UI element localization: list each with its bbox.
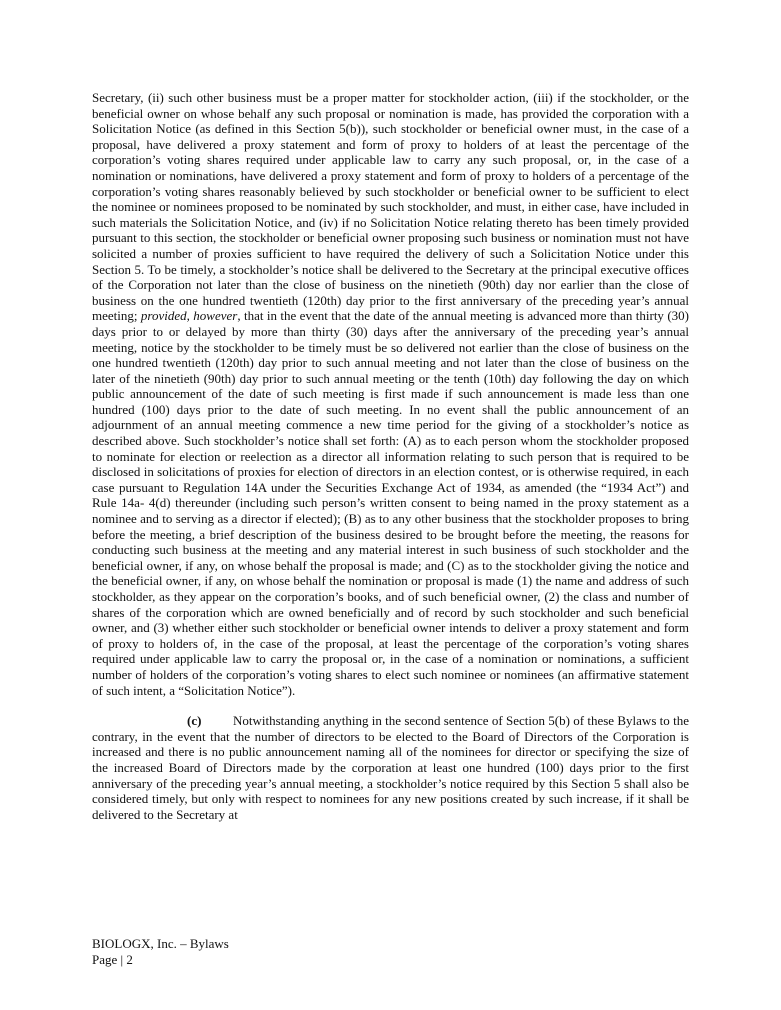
paragraph-section-c — [92, 713, 689, 822]
paragraph-text: Notwithstanding anything in the second sentence of Section 5(b) of these Bylaws to the contrary, in the event that the number of directors to be elected to the Board of Directors of the Corporation is increased and there is no public announcement naming all of the nominees for director or specifying the size of the increased Board of Directors made by the corporation at least one hundred (100) days prior to the first anniversary of the preceding year’s annual meeting, a stockholder’s notice required by this Section 5 shall also be considered timely, but only with respect to nominees for any new positions created by such increase, if it shall be delivered to the Secretary at — [92, 713, 689, 822]
paragraph-stockholder-notice — [92, 90, 689, 698]
page-footer — [92, 936, 229, 967]
footer-document-title: BIOLOGX, Inc. – Bylaws — [92, 936, 229, 951]
paragraph-text-part1: Secretary, (ii) such other business must be a proper matter for stockholder action, (iii) if the stockholder, or the beneficial owner on whose behalf any such proposal or nomination is made, has provided the corporation with a Solicitation Notice (as defined in this Section 5(b)), such stockholder or beneficial owner must, in the case of a proposal, have delivered a proxy statement and form of proxy to holders of at least the percentage of the corporation’s voting shares required under applicable law to carry any such proposal, or, in the case of a nomination or nominations, have delivered a proxy statement and form of proxy to holders of a percentage of the corporation’s voting shares reasonably believed by such stockholder or beneficial owner to be sufficient to elect the nominee or nominees proposed to be nominated by such stockholder, and must, in either case, have included in such materials the Solicitation Notice, and (iv) if no Solicitation Notice relating thereto has been timely provided pursuant to this section, the stockholder or beneficial owner proposing such business or nomination must not have solicited a number of proxies sufficient to have required the delivery of such a Solicitation Notice under this Section 5. To be timely, a stockholder’s notice shall be delivered to the Secretary at the principal executive offices of the Corporation not later than the close of business on the ninetieth (90th) day nor earlier than the close of business on the one hundred twentieth (120th) day prior to the first anniversary of the preceding year’s annual meeting; — [92, 90, 689, 324]
footer-page-number: Page | 2 — [92, 951, 133, 967]
paragraph-text-part2: , that in the event that the date of the annual meeting is advanced more than thirty (30) days prior to or delayed by more than thirty (30) days after the anniversary of the preceding year’s annual meeting, notice by the stockholder to be timely must be so delivered not earlier than the close of business on the one hundred twentieth (120th) day prior to such annual meeting and not later than the close of business on the later of the ninetieth (90th) day prior to such annual meeting or the tenth (10th) day following the day on which public announcement of the date of such meeting is first made if such announcement is made less than one hundred (100) days prior to the date of such meeting. In no event shall the public announcement of an adjournment of an annual meeting commence a new time period for the giving of a stockholder’s notice as described above. Such stockholder’s notice shall set forth: (A) as to each person whom the stockholder proposed to nominate for election or reelection as a director all information relating to such person that is required to be disclosed in solicitations of proxies for election of directors in an election contest, or is otherwise required, in each case pursuant to Regulation 14A under the Securities Exchange Act of 1934, as amended (the “1934 Act”) and Rule 14a- 4(d) thereunder (including such person’s written consent to being named in the proxy statement as a nominee and to serving as a director if elected); (B) as to any other business that the stockholder proposes to bring before the meeting, a brief description of the business desired to be brought before the meeting, the reasons for conducting such business at the meeting and any material interest in such business of such stockholder and the beneficial owner, if any, on whose behalf the proposal is made; and (C) as to the stockholder giving the notice and the beneficial owner, if any, on whose behalf the nomination or proposal is made (1) the name and address of such stockholder, as they appear on the corporation’s books, and of such beneficial owner, (2) the class and number of shares of the corporation which are owned beneficially and of record by such stockholder and such beneficial owner, and (3) whether either such stockholder or beneficial owner intends to deliver a proxy statement and form of proxy to holders of, in the case of the proposal, at least the percentage of the corporation’s voting shares required under applicable law to carry the proposal or, in the case of a nomination or nominations, a sufficient number of holders of the corporation’s voting shares to elect such nominee or nominees (an affirmative statement of such intent, a “Solicitation Notice”). — [92, 308, 689, 698]
paragraph-italic-proviso: provided, however — [140, 308, 238, 324]
document-body — [92, 90, 689, 822]
section-label: (c) — [187, 713, 202, 729]
